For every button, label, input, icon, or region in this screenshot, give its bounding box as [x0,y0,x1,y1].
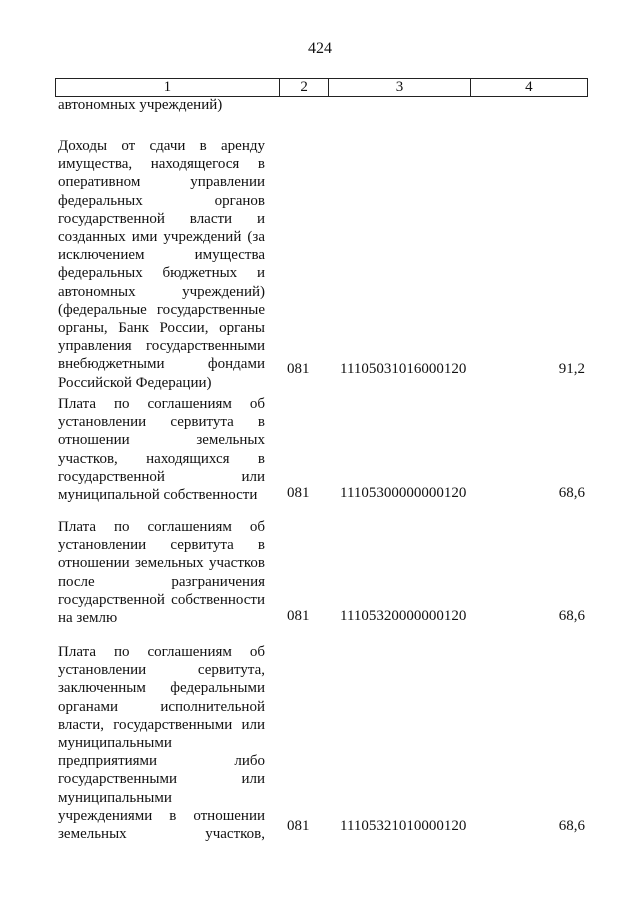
description-line: на землю [58,610,118,627]
amount-value: 91,2 [558,361,585,377]
description-line: Доходы от сдачи в аренду [58,138,265,154]
description-line: органами исполнительной [58,698,265,715]
page-number: 424 [308,40,332,57]
row-description [58,518,265,627]
description-line: внебюджетными фондами [58,356,265,373]
description-line: государственными или [58,771,265,788]
description-line: власти, государственными или [58,716,265,733]
description-line: установлении сервитута в [58,414,265,431]
description-line: федеральных органов [58,192,265,209]
column-header-2: 2 [279,79,329,97]
description-line: имущества, находящегося в [58,156,265,173]
continuation-text: автономных учреждений) [58,97,223,113]
amount-value: 68,6 [558,818,585,834]
description-line: государственной власти и [58,210,265,227]
row-description [58,137,265,392]
kbk-code: 11105031016000120 [340,361,467,377]
description-line: участков, находящихся в [58,450,265,467]
description-line: автономных учреждений) [58,283,265,300]
column-header-table [55,78,588,97]
description-line: Плата по соглашениям об [58,644,265,660]
description-line: установлении сервитута, [58,662,265,679]
admin-code: 081 [287,361,310,377]
description-line: федеральных бюджетных и [58,265,265,282]
description-line: оперативном управлении [58,174,265,191]
description-line: учреждениями в отношении [58,807,265,824]
column-header-row [56,79,588,97]
description-line: органы, Банк России, органы [58,320,265,337]
row-description [58,395,265,504]
description-line: установлении сервитута в [58,537,265,554]
description-line: отношении земельных участков [58,555,265,572]
admin-code: 081 [287,818,310,834]
description-line: исключением имущества [58,247,265,264]
description-line: государственной собственности [58,591,265,608]
amount-value: 68,6 [558,485,585,501]
description-line: управления государственными [58,338,265,355]
description-line: государственной или [58,468,265,485]
description-line: предприятиями либо [58,753,265,770]
kbk-code: 11105300000000120 [340,485,467,501]
description-line: (федеральные государственные [58,301,265,318]
description-line: муниципальными [58,735,172,752]
row-description [58,643,265,843]
column-header-1: 1 [56,79,280,97]
description-line: земельных участков, [58,826,265,843]
admin-code: 081 [287,485,310,501]
amount-value: 68,6 [558,608,585,624]
kbk-code: 11105321010000120 [340,818,467,834]
description-line: Плата по соглашениям об [58,396,265,412]
description-line: созданных ими учреждений (за [58,229,265,246]
admin-code: 081 [287,608,310,624]
column-header-3: 3 [329,79,470,97]
description-line: Российской Федерации) [58,374,212,391]
description-line: отношении земельных [58,432,265,449]
description-line: муниципальной собственности [58,487,258,504]
description-line: Плата по соглашениям об [58,519,265,535]
description-line: муниципальными [58,789,172,806]
description-line: после разграничения [58,573,265,590]
description-line: заключенным федеральными [58,680,265,697]
column-header-4: 4 [470,79,587,97]
kbk-code: 11105320000000120 [340,608,467,624]
